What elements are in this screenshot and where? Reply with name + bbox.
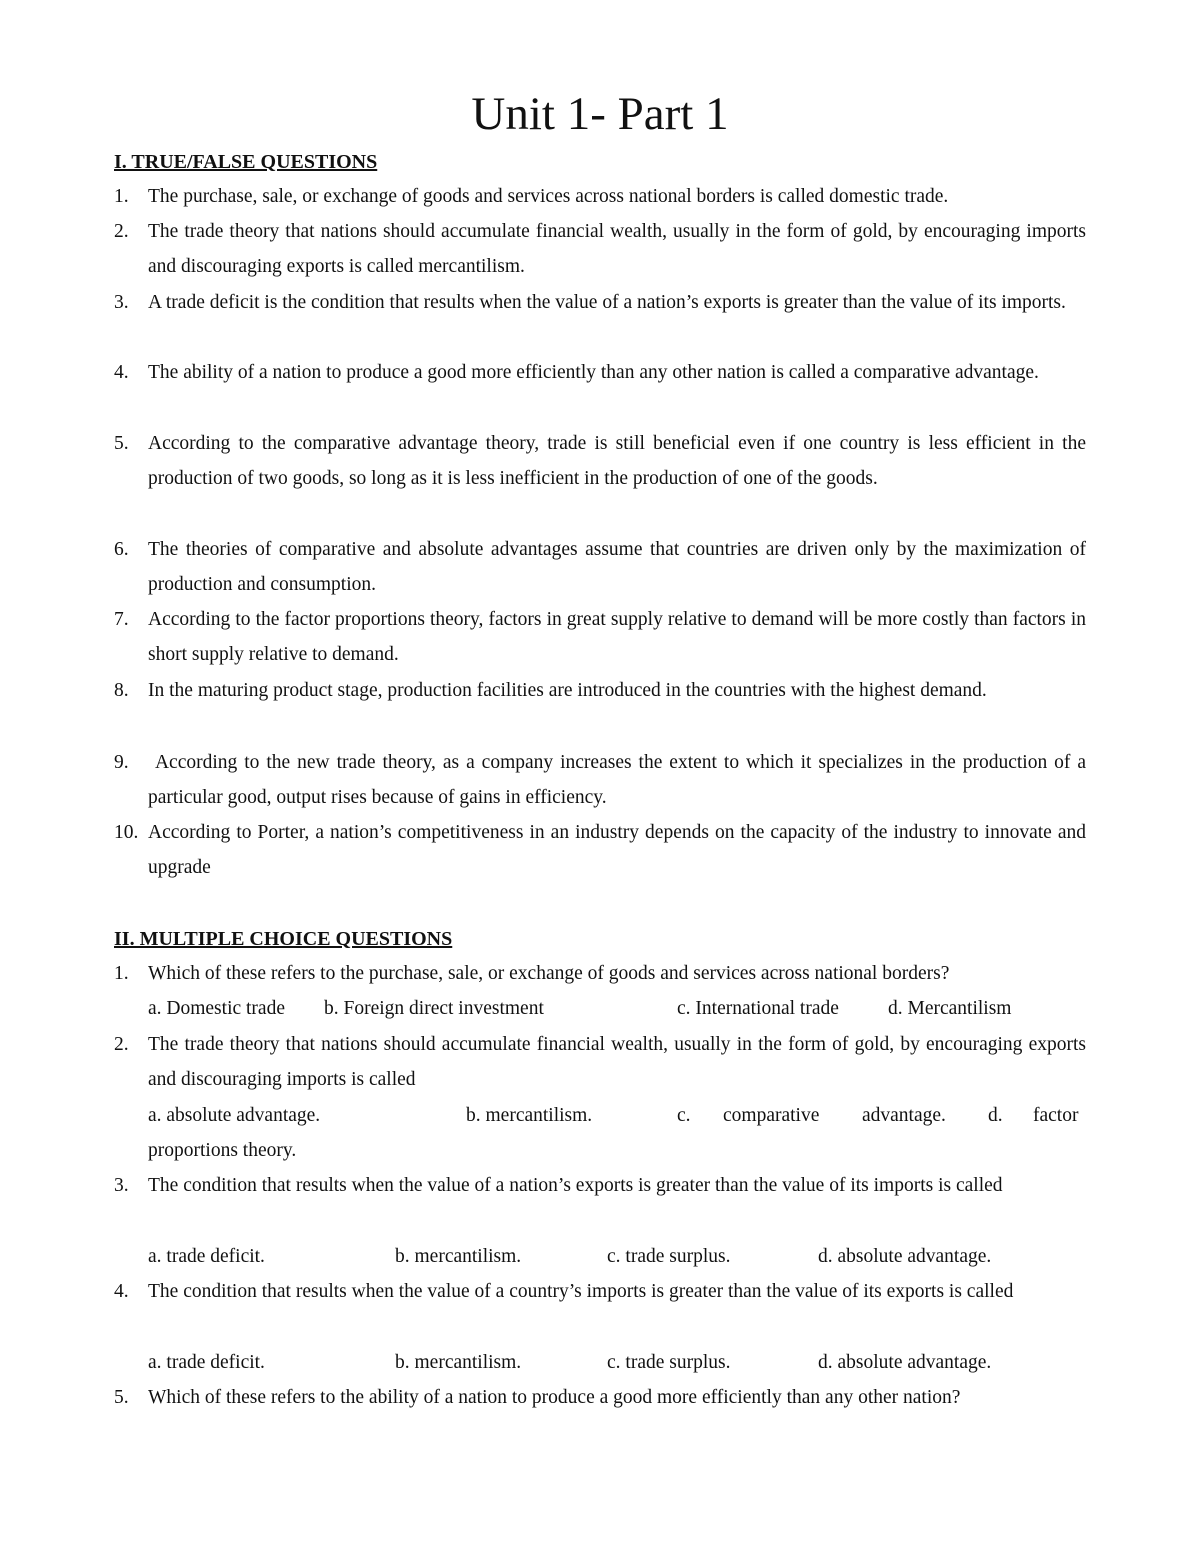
mc-option: c. (677, 1105, 691, 1126)
mc-option: c. International trade (677, 998, 839, 1019)
section-heading-multiple-choice: II. MULTIPLE CHOICE QUESTIONS (114, 928, 453, 950)
mc-option: d. (988, 1105, 1003, 1126)
mc-options-block (148, 1098, 1086, 1168)
tf-item-text: The trade theory that nations should accumulate financial wealth, usually in the form of gold, by encouraging imports and discouraging exports is called mercantilism. (148, 221, 1086, 278)
section-heading-true-false: I. TRUE/FALSE QUESTIONS (114, 151, 378, 173)
mc-option: a. trade deficit. (148, 1246, 265, 1267)
mc-option: d. absolute advantage. (818, 1352, 992, 1373)
tf-item-number: 4. (114, 362, 129, 383)
mc-option: factor (1033, 1105, 1079, 1126)
mc-options-row (148, 1098, 1086, 1133)
tf-item-text: According to Porter, a nation’s competitiveness in an industry depends on the capacity of the industry to innovate and upgrade (148, 822, 1086, 879)
mc-option: a. trade deficit. (148, 1352, 265, 1373)
mc-option: d. absolute advantage. (818, 1246, 992, 1267)
tf-item-number: 7. (114, 609, 129, 630)
tf-item-number: 3. (114, 292, 129, 313)
mc-item-number: 5. (114, 1387, 129, 1408)
mc-option: b. mercantilism. (395, 1246, 522, 1267)
mc-question-text: The condition that results when the value of a country’s imports is greater than the value of its exports is called (148, 1281, 1014, 1302)
mc-question-text: Which of these refers to the ability of a nation to produce a good more efficiently than any other nation? (148, 1387, 961, 1408)
mc-option-continued: proportions theory. (148, 1140, 297, 1162)
tf-item-text: According to the new trade theory, as a company increases the extent to which it specializes in the production of a particular good, output rises because of gains in efficiency. (148, 752, 1091, 809)
page-title: Unit 1- Part 1 (471, 88, 729, 140)
tf-item-number: 6. (114, 539, 129, 560)
tf-item-text: The theories of comparative and absolute advantages assume that countries are driven only by the maximization of production and consumption. (148, 539, 1086, 596)
mc-question-text: The condition that results when the value of a nation’s exports is greater than the value of its imports is called (148, 1175, 1003, 1196)
tf-item-text: According to the factor proportions theory, factors in great supply relative to demand will be more costly than factors in short supply relative to demand. (148, 609, 1086, 666)
tf-item-number: 1. (114, 186, 129, 207)
mc-item-number: 1. (114, 963, 129, 984)
mc-option: c. trade surplus. (607, 1352, 731, 1373)
mc-question-text: The trade theory that nations should accumulate financial wealth, usually in the form of gold, by encouraging exports and discouraging imports is called (148, 1034, 1086, 1091)
tf-item-number: 8. (114, 680, 129, 701)
mc-item-number: 3. (114, 1175, 129, 1196)
tf-item-text: According to the comparative advantage theory, trade is still beneficial even if one country is less efficient in the production of two goods, so long as it is less inefficient in the production of one of the goods. (148, 433, 1086, 490)
mc-option: c. trade surplus. (607, 1246, 731, 1267)
mc-option: comparative (723, 1105, 820, 1126)
mc-option: b. mercantilism. (395, 1352, 522, 1373)
mc-option: a. absolute advantage. (148, 1105, 321, 1126)
tf-item-number: 2. (114, 221, 129, 242)
mc-option: b. Foreign direct investment (324, 998, 544, 1019)
mc-item-number: 2. (114, 1034, 129, 1055)
mc-option: d. Mercantilism (888, 998, 1012, 1019)
tf-item-number: 5. (114, 433, 129, 454)
mc-option: a. Domestic trade (148, 998, 285, 1019)
mc-question-text: Which of these refers to the purchase, sale, or exchange of goods and services across national borders? (148, 963, 950, 984)
mc-option: b. mercantilism. (466, 1105, 593, 1126)
tf-item-text: The ability of a nation to produce a good more efficiently than any other nation is called a comparative advantage. (148, 362, 1039, 383)
mc-option: advantage. (862, 1105, 946, 1126)
tf-item-number: 9. (114, 752, 129, 773)
mc-item-number: 4. (114, 1281, 129, 1302)
tf-item-text: A trade deficit is the condition that results when the value of a nation’s exports is greater than the value of its imports. (148, 292, 1066, 313)
tf-item-text: The purchase, sale, or exchange of goods and services across national borders is called domestic trade. (148, 186, 949, 207)
tf-item-number: 10. (114, 822, 139, 843)
tf-item-text: In the maturing product stage, production facilities are introduced in the countries with the highest demand. (148, 680, 987, 701)
